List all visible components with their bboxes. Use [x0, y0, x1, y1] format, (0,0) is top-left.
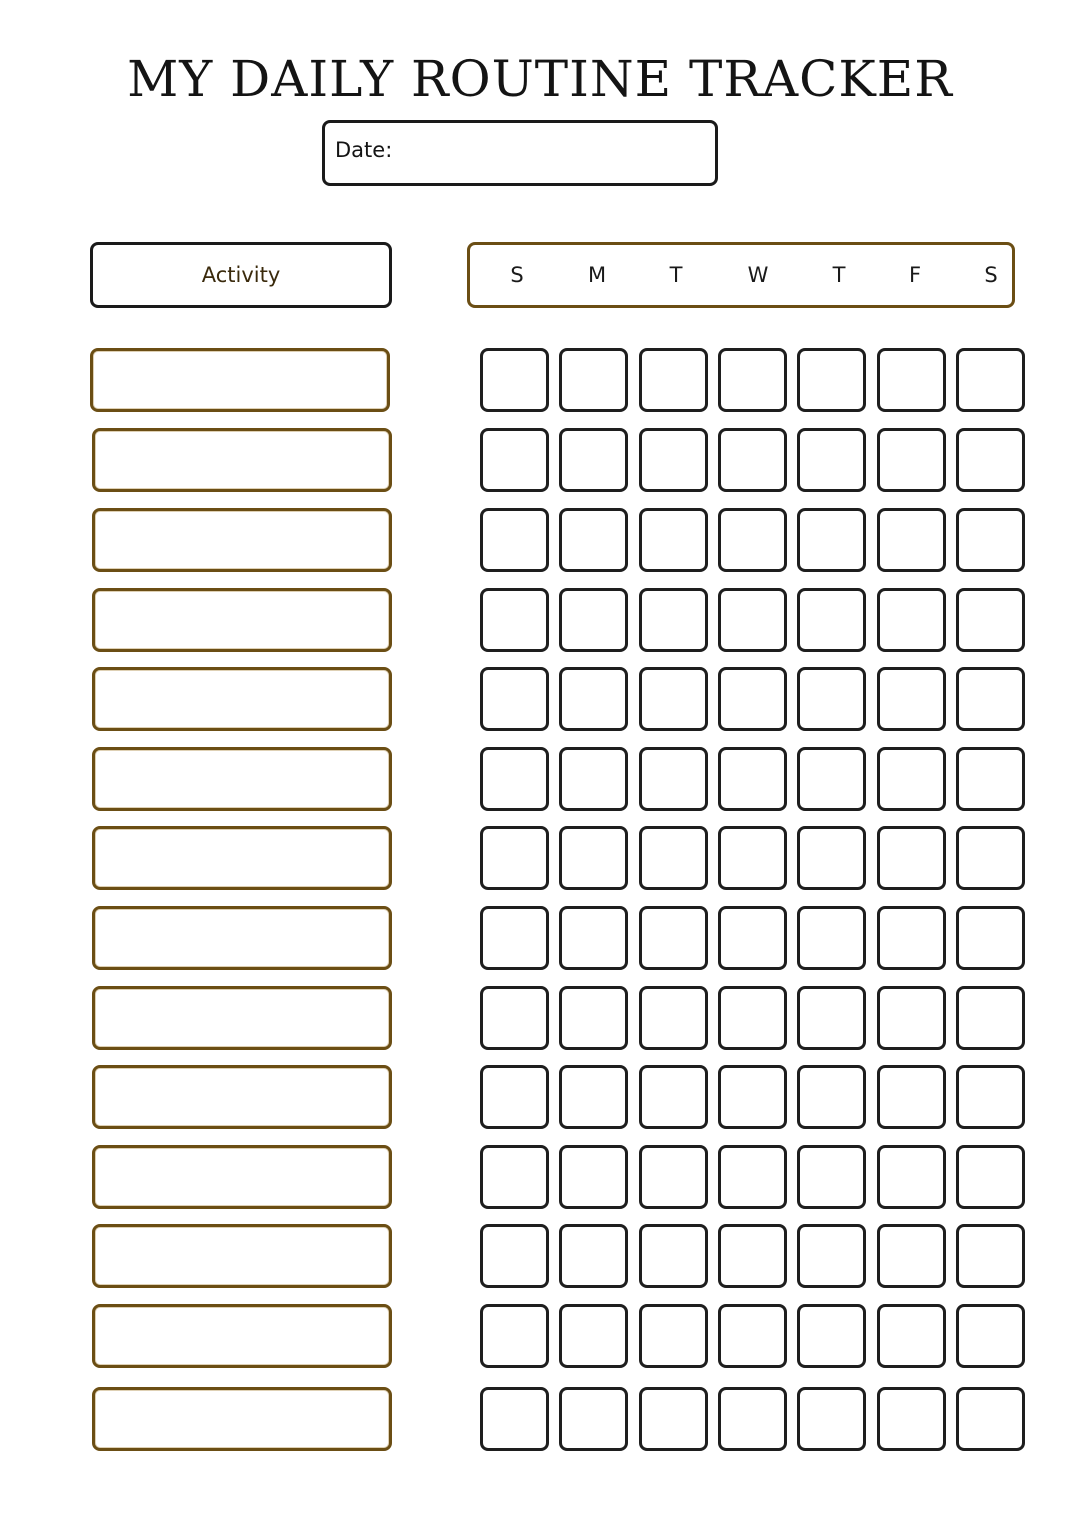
day-checkbox[interactable]: [639, 826, 708, 890]
day-checkbox[interactable]: [718, 906, 787, 970]
activity-input[interactable]: [90, 348, 390, 412]
day-checkbox[interactable]: [956, 906, 1025, 970]
activity-input[interactable]: [92, 1387, 392, 1451]
day-checkbox[interactable]: [718, 667, 787, 731]
day-checkbox[interactable]: [639, 348, 708, 412]
day-checkbox[interactable]: [877, 508, 946, 572]
day-checkbox[interactable]: [797, 1145, 866, 1209]
day-checkbox[interactable]: [559, 747, 628, 811]
day-checkbox[interactable]: [559, 508, 628, 572]
day-label-friday: F: [908, 263, 922, 287]
day-checkbox[interactable]: [877, 1065, 946, 1129]
day-checkbox[interactable]: [718, 1304, 787, 1368]
activity-input[interactable]: [92, 1224, 392, 1288]
day-checkbox[interactable]: [956, 1224, 1025, 1288]
day-checkbox[interactable]: [956, 428, 1025, 492]
day-checkbox[interactable]: [956, 508, 1025, 572]
activity-input[interactable]: [92, 747, 392, 811]
page-title: MY DAILY ROUTINE TRACKER: [127, 50, 953, 108]
activity-input[interactable]: [92, 588, 392, 652]
day-checkbox[interactable]: [559, 1224, 628, 1288]
days-header: [467, 242, 1015, 308]
day-checkbox[interactable]: [877, 826, 946, 890]
day-checkbox[interactable]: [877, 986, 946, 1050]
day-checkbox[interactable]: [797, 826, 866, 890]
day-checkbox[interactable]: [639, 428, 708, 492]
day-checkbox[interactable]: [559, 1065, 628, 1129]
day-label-saturday: S: [984, 263, 998, 287]
day-label-tuesday: T: [669, 263, 683, 287]
day-checkbox[interactable]: [718, 1387, 787, 1451]
day-checkbox[interactable]: [797, 428, 866, 492]
activity-input[interactable]: [92, 1065, 392, 1129]
day-checkbox[interactable]: [639, 747, 708, 811]
day-checkbox[interactable]: [956, 1304, 1025, 1368]
day-checkbox[interactable]: [718, 986, 787, 1050]
day-checkbox[interactable]: [480, 826, 549, 890]
activity-input[interactable]: [92, 508, 392, 572]
day-checkbox[interactable]: [639, 906, 708, 970]
day-checkbox[interactable]: [797, 906, 866, 970]
day-checkbox[interactable]: [718, 428, 787, 492]
day-label-sunday: S: [510, 263, 524, 287]
day-checkbox[interactable]: [639, 1065, 708, 1129]
day-checkbox[interactable]: [956, 826, 1025, 890]
day-checkbox[interactable]: [480, 747, 549, 811]
day-checkbox[interactable]: [559, 986, 628, 1050]
day-checkbox[interactable]: [718, 826, 787, 890]
day-checkbox[interactable]: [559, 1145, 628, 1209]
day-checkbox[interactable]: [718, 588, 787, 652]
day-checkbox[interactable]: [877, 588, 946, 652]
day-checkbox[interactable]: [718, 1065, 787, 1129]
day-checkbox[interactable]: [797, 588, 866, 652]
day-checkbox[interactable]: [639, 667, 708, 731]
day-label-thursday: T: [832, 263, 846, 287]
day-checkbox[interactable]: [639, 508, 708, 572]
activity-input[interactable]: [92, 667, 392, 731]
day-checkbox[interactable]: [797, 986, 866, 1050]
day-checkbox[interactable]: [639, 1145, 708, 1209]
day-checkbox[interactable]: [718, 348, 787, 412]
day-checkbox[interactable]: [559, 667, 628, 731]
day-checkbox[interactable]: [480, 906, 549, 970]
day-checkbox[interactable]: [956, 667, 1025, 731]
day-checkbox[interactable]: [797, 1065, 866, 1129]
day-checkbox[interactable]: [797, 508, 866, 572]
day-checkbox[interactable]: [956, 1387, 1025, 1451]
day-label-wednesday: W: [747, 263, 769, 287]
day-checkbox[interactable]: [559, 348, 628, 412]
day-checkbox[interactable]: [797, 1304, 866, 1368]
day-checkbox[interactable]: [718, 1145, 787, 1209]
day-checkbox[interactable]: [639, 588, 708, 652]
day-checkbox[interactable]: [480, 348, 549, 412]
date-label: Date:: [335, 138, 393, 162]
day-checkbox[interactable]: [877, 1304, 946, 1368]
day-checkbox[interactable]: [877, 348, 946, 412]
day-checkbox[interactable]: [480, 1387, 549, 1451]
day-checkbox[interactable]: [956, 348, 1025, 412]
day-checkbox[interactable]: [480, 1224, 549, 1288]
day-checkbox[interactable]: [797, 348, 866, 412]
day-checkbox[interactable]: [639, 1304, 708, 1368]
activity-input[interactable]: [92, 826, 392, 890]
day-checkbox[interactable]: [480, 508, 549, 572]
day-checkbox[interactable]: [480, 986, 549, 1050]
day-checkbox[interactable]: [480, 428, 549, 492]
day-checkbox[interactable]: [559, 826, 628, 890]
day-checkbox[interactable]: [718, 747, 787, 811]
day-checkbox[interactable]: [956, 747, 1025, 811]
day-checkbox[interactable]: [639, 986, 708, 1050]
day-checkbox[interactable]: [480, 1304, 549, 1368]
day-checkbox[interactable]: [797, 747, 866, 811]
day-checkbox[interactable]: [877, 1224, 946, 1288]
day-checkbox[interactable]: [956, 1145, 1025, 1209]
day-checkbox[interactable]: [559, 1387, 628, 1451]
day-checkbox[interactable]: [956, 588, 1025, 652]
day-checkbox[interactable]: [718, 508, 787, 572]
day-checkbox[interactable]: [877, 747, 946, 811]
activity-header-label: Activity: [201, 263, 281, 287]
day-checkbox[interactable]: [956, 1065, 1025, 1129]
day-checkbox[interactable]: [877, 1145, 946, 1209]
day-checkbox[interactable]: [877, 1387, 946, 1451]
day-checkbox[interactable]: [877, 906, 946, 970]
activity-input[interactable]: [92, 1145, 392, 1209]
day-checkbox[interactable]: [480, 1065, 549, 1129]
day-checkbox[interactable]: [480, 588, 549, 652]
day-checkbox[interactable]: [956, 986, 1025, 1050]
day-checkbox[interactable]: [877, 667, 946, 731]
date-field[interactable]: [322, 120, 718, 186]
activity-input[interactable]: [92, 986, 392, 1050]
day-checkbox[interactable]: [480, 667, 549, 731]
day-checkbox[interactable]: [559, 428, 628, 492]
activity-input[interactable]: [92, 906, 392, 970]
day-checkbox[interactable]: [559, 906, 628, 970]
day-checkbox[interactable]: [639, 1387, 708, 1451]
activity-input[interactable]: [92, 428, 392, 492]
day-checkbox[interactable]: [639, 1224, 708, 1288]
activity-header: [90, 242, 392, 308]
day-label-monday: M: [587, 263, 607, 287]
day-checkbox[interactable]: [559, 1304, 628, 1368]
day-checkbox[interactable]: [797, 667, 866, 731]
activity-input[interactable]: [92, 1304, 392, 1368]
day-checkbox[interactable]: [718, 1224, 787, 1288]
day-checkbox[interactable]: [797, 1387, 866, 1451]
day-checkbox[interactable]: [877, 428, 946, 492]
day-checkbox[interactable]: [480, 1145, 549, 1209]
day-checkbox[interactable]: [559, 588, 628, 652]
day-checkbox[interactable]: [797, 1224, 866, 1288]
